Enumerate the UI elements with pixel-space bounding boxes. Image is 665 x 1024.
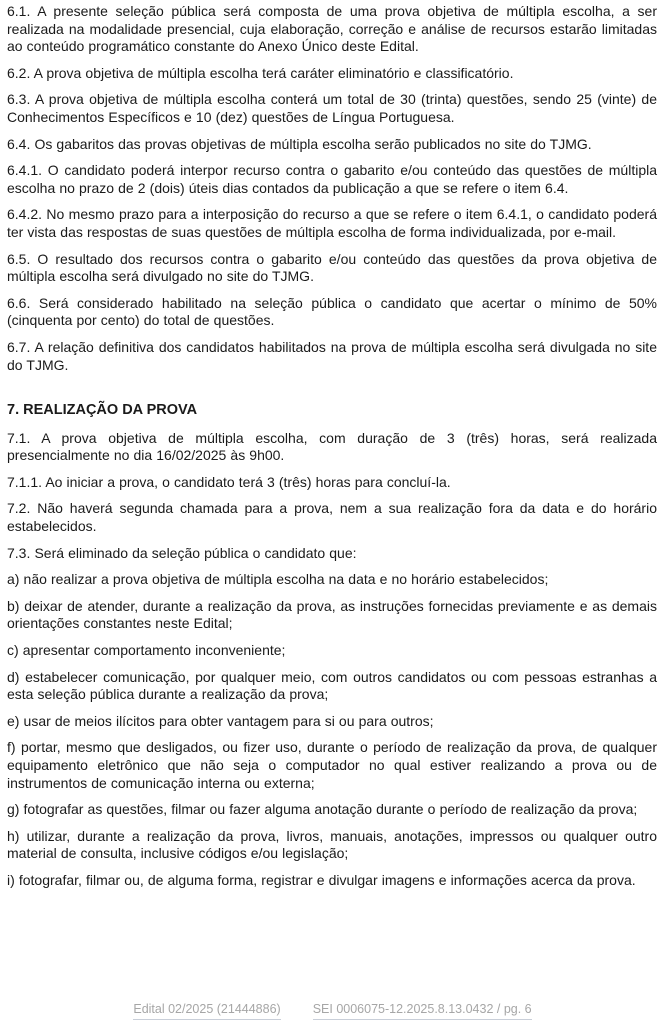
elimination-item-a: a) não realizar a prova objetiva de múltipla escolha na data e no horário estabelecidos;	[7, 571, 549, 588]
elimination-item-d: d) estabelecer comunicação, por qualquer meio, com outros candidatos ou com pessoas estranhas a esta seleção pública durante a realização da prova;	[7, 668, 657, 703]
page-footer	[0, 1002, 665, 1020]
paragraph-6-4: 6.4. Os gabaritos das provas objetivas de múltipla escolha serão publicados no site do TJMG.	[7, 135, 592, 152]
elimination-item-e: e) usar de meios ilícitos para obter vantagem para si ou para outros;	[7, 712, 434, 729]
elimination-item-g: g) fotografar as questões, filmar ou fazer alguma anotação durante o período de realização da prova;	[7, 801, 638, 818]
elimination-item-b: b) deixar de atender, durante a realização da prova, as instruções fornecidas previamente e as demais orientações constantes neste Edital;	[7, 597, 657, 632]
elimination-item-c: c) apresentar comportamento inconveniente;	[7, 642, 286, 659]
elimination-item-i: i) fotografar, filmar ou, de alguma forma, registrar e divulgar imagens e informações acerca da prova.	[7, 871, 636, 888]
elimination-item-f: f) portar, mesmo que desligados, ou fizer uso, durante o período de realização da prova, de qualquer equipamento eletrônico que não seja o computador no qual estiver realizando a prova ou de instrumentos de comunicação interna ou externa;	[7, 739, 657, 791]
paragraph-6-2: 6.2. A prova objetiva de múltipla escolha terá caráter eliminatório e classificatório.	[7, 64, 514, 81]
paragraph-6-5: 6.5. O resultado dos recursos contra o gabarito e/ou conteúdo das questões da prova objetiva de múltipla escolha será divulgado no site do TJMG.	[7, 250, 657, 285]
paragraph-7-1: 7.1. A prova objetiva de múltipla escolha, com duração de 3 (três) horas, será realizada presencialmente no dia 16/02/2025 às 9h00.	[7, 429, 657, 464]
paragraph-7-2: 7.2. Não haverá segunda chamada para a prova, nem a sua realização fora da data e do horário estabelecidos.	[7, 500, 657, 535]
paragraph-6-7: 6.7. A relação definitiva dos candidatos habilitados na prova de múltipla escolha será divulgada no site do TJMG.	[7, 338, 657, 373]
elimination-item-h: h) utilizar, durante a realização da prova, livros, manuais, anotações, impressos ou qualquer outro material de consulta, inclusive códigos e/ou legislação;	[7, 827, 657, 862]
paragraph-6-1: 6.1. A presente seleção pública será composta de uma prova objetiva de múltipla escolha, a ser realizada na modalidade presencial, cuja elaboração, correção e análise de recursos estarão limitadas ao conteúdo programático constante do Anexo Único deste Edital.	[7, 3, 657, 55]
section-7-heading: 7. REALIZAÇÃO DA PROVA	[7, 402, 198, 419]
paragraph-6-6: 6.6. Será considerado habilitado na seleção pública o candidato que acertar o mínimo de 50% (cinquenta por cento) do total de questões.	[7, 294, 657, 329]
paragraph-6-4-1: 6.4.1. O candidato poderá interpor recurso contra o gabarito e/ou conteúdo das questões de múltipla escolha no prazo de 2 (dois) úteis dias contados da publicação a que se refere o item 6.4.	[7, 162, 657, 196]
paragraph-6-4-2: 6.4.2. No mesmo prazo para a interposição do recurso a que se refere o item 6.4.1, o candidato poderá ter vista das respostas de suas questões de múltipla escolha de forma individualizada, por e-mail.	[7, 206, 657, 240]
paragraph-6-3: 6.3. A prova objetiva de múltipla escolha conterá um total de 30 (trinta) questões, sendo 25 (vinte) de Conhecimentos Específicos e 10 (dez) questões de Língua Portuguesa.	[7, 91, 657, 125]
footer-sei-reference-link[interactable]: SEI 0006075-12.2025.8.13.0432 / pg. 6	[313, 1002, 532, 1020]
paragraph-7-1-1: 7.1.1. Ao iniciar a prova, o candidato terá 3 (três) horas para concluí-la.	[7, 473, 451, 490]
footer-edital-reference-link[interactable]: Edital 02/2025 (21444886)	[133, 1002, 280, 1020]
paragraph-7-3: 7.3. Será eliminado da seleção pública o candidato que:	[7, 544, 357, 561]
